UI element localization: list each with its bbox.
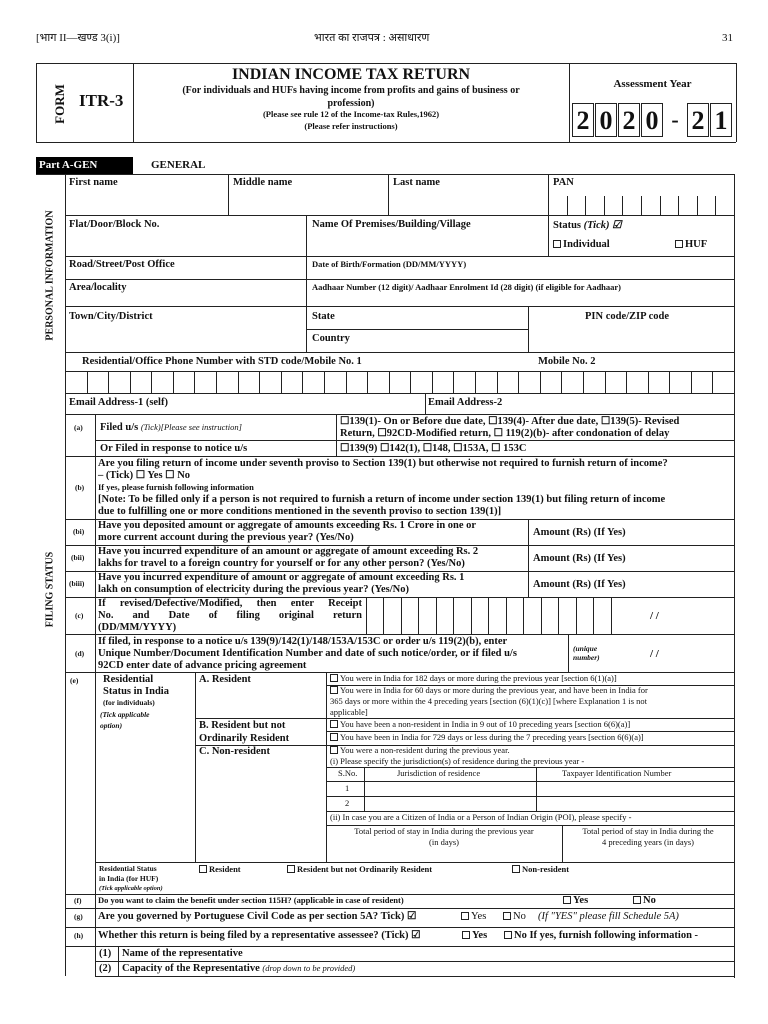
assessment-year-digit: 1 <box>710 103 732 137</box>
resident-option-1[interactable]: You were in India for 182 days or more during the previous year [section 6(1)(a)] <box>330 674 617 684</box>
page-number: 31 <box>722 32 733 44</box>
seventh-proviso-options[interactable]: – (Tick) ☐ Yes ☐ No <box>98 470 191 481</box>
notice-options[interactable]: ☐139(9) ☐142(1), ☐148, ☐153A, ☐ 153C <box>340 443 527 454</box>
checkbox-icon <box>461 912 469 920</box>
row-code-e: (e) <box>70 676 79 685</box>
input-cell-divider <box>506 597 507 634</box>
sec115h-no[interactable]: No <box>633 895 656 907</box>
row-code-bi: (bi) <box>73 527 85 536</box>
input-cell-divider <box>660 196 661 215</box>
bii-question-2: lakhs for travel to a foreign country for yourself or for any other person? (Yes/No) <box>98 558 465 569</box>
poi-instruction: (ii) In case you are a Citizen of India or a Person of Indian Origin (POI), please specify - <box>330 812 632 822</box>
country-label: Country <box>312 333 350 344</box>
stay-prev-year-2: (in days) <box>429 837 459 847</box>
input-cell-divider <box>281 371 282 393</box>
middle-name-label: Middle name <box>233 177 293 188</box>
checkbox-icon <box>330 674 338 682</box>
huf-nonresident-option[interactable]: Non-resident <box>512 865 569 875</box>
portuguese-yes[interactable]: Yes <box>461 911 486 923</box>
input-cell-divider <box>453 597 454 634</box>
stay-prev-year-1: Total period of stay in India during the previous year <box>354 826 534 836</box>
res-status-label-2: Status in India <box>103 686 169 697</box>
form-subtitle-2: profession) <box>327 98 375 109</box>
checkbox-icon[interactable] <box>504 931 512 939</box>
jurisdiction-header: Jurisdiction of residence <box>397 768 481 778</box>
res-status-label-4: (Tick applicable <box>100 710 150 719</box>
checkbox-icon <box>675 240 683 248</box>
rnor-option-1[interactable]: You have been a non-resident in India in 9 out of 10 preceding years [section 6(6)(a)] <box>330 720 630 730</box>
input-cell-divider <box>593 597 594 634</box>
pan-label: PAN <box>553 177 574 188</box>
nonresident-label: C. Non-resident <box>199 746 270 757</box>
input-cell-divider <box>475 371 476 393</box>
res-status-label-5: option) <box>100 721 123 730</box>
last-name-label: Last name <box>393 177 440 188</box>
seventh-proviso-note-2: due to fulfilling one or more conditions mentioned in the seventh proviso to section 139(1)] <box>98 506 502 517</box>
filed-us-options-2[interactable]: Return, ☐92CD-Modified return, ☐ 119(2)(b)- after condonation of delay <box>340 428 670 439</box>
sno-header: S.No. <box>338 768 358 778</box>
row-code-c: (c) <box>75 611 84 620</box>
huf-status-label-1: Residential Status <box>99 864 157 873</box>
page-header-center: भारत का राजपत्र : असाधारण <box>314 32 430 44</box>
input-cell-divider <box>648 371 649 393</box>
portuguese-code-question: Are you governed by Portuguese Civil Code as per section 5A? Tick) ☑ <box>98 911 417 922</box>
input-cell-divider <box>383 597 384 634</box>
input-cell-divider <box>302 371 303 393</box>
input-cell-divider <box>712 371 713 393</box>
jurisdiction-row-1: 1 <box>345 783 350 793</box>
portuguese-no[interactable]: No <box>503 911 526 923</box>
state-label: State <box>312 311 335 322</box>
d-question-1: If filed, in response to a notice u/s 139(9)/142(1)/148/153A/153C or order u/s 119(2)(b), enter <box>98 636 508 647</box>
input-cell-divider <box>622 196 623 215</box>
notice-label: Or Filed in response to notice u/s <box>100 443 248 454</box>
input-cell-divider <box>432 371 433 393</box>
row-code-f: (f) <box>74 896 82 905</box>
input-cell-divider <box>523 597 524 634</box>
status-label: Status (Tick) ☑ <box>553 220 622 231</box>
input-cell-divider <box>471 597 472 634</box>
mobile2-label: Mobile No. 2 <box>538 356 596 367</box>
row-code-biii: (biii) <box>69 579 85 588</box>
assessment-year-digit: 2 <box>687 103 709 137</box>
page-header-left: [भाग II—खण्ड 3(i)] <box>36 32 120 44</box>
input-cell-divider <box>691 371 692 393</box>
pin-label: PIN code/ZIP code <box>585 311 669 322</box>
form-subtitle-1: (For individuals and HUFs having income from profits and gains of business or <box>182 85 520 96</box>
rnor-option-2[interactable]: You have been in India for 729 days or less during the 7 preceding years [section 6(6)(a)] <box>330 733 644 743</box>
input-cell-divider <box>324 371 325 393</box>
input-cell-divider <box>151 371 152 393</box>
input-cell-divider <box>108 371 109 393</box>
row-code-bii: (bii) <box>71 553 85 562</box>
biii-question-1: Have you incurred expenditure of amount or aggregate of amount exceeding Rs. 1 <box>98 572 465 583</box>
assessment-year-label: Assessment Year <box>613 78 692 90</box>
resident-label: A. Resident <box>199 674 251 685</box>
row-code-b: (b) <box>75 483 85 492</box>
biii-amount-label: Amount (Rs) (If Yes) <box>533 579 626 590</box>
input-cell-divider <box>678 196 679 215</box>
checkbox-icon <box>462 931 470 939</box>
tin-header: Taxpayer Identification Number <box>562 768 672 778</box>
input-cell-divider <box>346 371 347 393</box>
input-cell-divider <box>418 597 419 634</box>
input-cell-divider <box>561 371 562 393</box>
personal-info-side-label: PERSONAL INFORMATION <box>44 210 56 341</box>
stay-4-years-1: Total period of stay in India during the <box>582 826 714 836</box>
form-subtitle-3: (Please see rule 12 of the Income-tax Rules,1962) <box>262 109 440 119</box>
assessment-year-digit: 0 <box>595 103 617 137</box>
input-cell-divider <box>611 597 612 634</box>
seventh-proviso-note-1: [Note: To be filled only if a person is not required to furnish a return of income under section 139(1) but filing return of income <box>98 494 666 505</box>
row-code-g: (g) <box>74 912 83 921</box>
seventh-proviso-question: Are you filing return of income under seventh proviso to Section 139(1) but otherwise not required to furnish return of income? <box>98 458 668 469</box>
jurisdiction-instruction: (i) Please specify the jurisdiction(s) of residence during the previous year - <box>330 756 585 766</box>
c-question-2: No. and Date of filing original return <box>98 610 362 621</box>
input-cell-divider <box>497 371 498 393</box>
huf-status-label-2: in India (for HUF) <box>99 874 159 883</box>
checkbox-icon <box>563 896 571 904</box>
checkbox-icon <box>287 865 295 873</box>
input-cell-divider <box>540 371 541 393</box>
input-cell-divider <box>173 371 174 393</box>
stay-4-years-2: 4 preceding years (in days) <box>601 837 695 847</box>
input-cell-divider <box>641 196 642 215</box>
huf-status-label-3: (Tick applicable option) <box>99 885 163 892</box>
filing-status-side-label: FILING STATUS <box>44 551 56 628</box>
c-date-field[interactable]: / / <box>650 610 659 622</box>
d-question-3: 92CD enter date of advance pricing agreement <box>98 660 307 671</box>
email2-label: Email Address-2 <box>428 397 503 408</box>
nonresident-option[interactable]: You were a non-resident during the previous year. <box>330 746 510 756</box>
input-cell-divider <box>453 371 454 393</box>
d-date-field[interactable]: / / <box>650 648 659 660</box>
assessment-year-digit: - <box>671 107 679 132</box>
input-cell-divider <box>604 196 605 215</box>
assessment-year-digit: 0 <box>641 103 663 137</box>
input-cell-divider <box>626 371 627 393</box>
jurisdiction-row-2: 2 <box>345 798 350 808</box>
input-cell-divider <box>410 371 411 393</box>
bi-question-1: Have you deposited amount or aggregate of amounts exceeding Rs. 1 Crore in one or <box>98 520 477 531</box>
input-cell-divider <box>389 371 390 393</box>
form-number: ITR-3 <box>79 91 124 110</box>
input-cell-divider <box>697 196 698 215</box>
bii-question-1: Have you incurred expenditure of an amount or aggregate of amount exceeding Rs. 2 <box>98 546 479 557</box>
c-question-3: (DD/MM/YYYY) <box>98 622 177 633</box>
filed-us-options-1[interactable]: ☐139(1)- On or Before due date, ☐139(4)- After due date, ☐139(5)- Revised <box>340 416 680 427</box>
email1-label: Email Address-1 (self) <box>69 397 168 408</box>
seventh-proviso-info: If yes, please furnish following information <box>98 482 254 492</box>
form-title: INDIAN INCOME TAX RETURN <box>231 66 471 83</box>
resident-option-2[interactable]: You were in India for 60 days or more during the previous year, and have been in India for <box>330 686 648 696</box>
input-cell-divider <box>669 371 670 393</box>
form-subtitle-4: (Please refer instructions) <box>304 121 398 131</box>
phone-label: Residential/Office Phone Number with STD code/Mobile No. 1 <box>82 356 362 367</box>
checkbox-icon <box>512 865 520 873</box>
checkbox-icon <box>633 896 641 904</box>
aadhaar-label: Aadhaar Number (12 digit)/ Aadhaar Enrolment Id (28 digit) (if eligible for Aadhaar) <box>312 282 622 292</box>
schedule-5a-note: (If "YES" please fill Schedule 5A) <box>538 911 679 922</box>
input-cell-divider <box>436 597 437 634</box>
area-label: Area/locality <box>69 282 127 293</box>
d-question-2: Unique Number/Document Identification Number and date of such notice/order, or if filed u/s <box>98 648 517 659</box>
input-cell-divider <box>518 371 519 393</box>
representative-capacity-label: Capacity of the Representative (drop down to be provided) <box>122 963 356 974</box>
res-status-label-1: Residential <box>103 674 154 685</box>
input-cell-divider <box>238 371 239 393</box>
input-cell-divider <box>715 196 716 215</box>
huf-rnor-option[interactable]: Resident but not Ordinarily Resident <box>287 865 432 875</box>
input-cell-divider <box>87 371 88 393</box>
row-code-h1: (1) <box>99 948 112 959</box>
filed-us-label: Filed u/s (Tick)[Please see instruction] <box>100 422 242 433</box>
checkbox-icon <box>199 865 207 873</box>
assessment-year-digit: 2 <box>618 103 640 137</box>
representative-no: No If yes, furnish following information - <box>504 930 698 942</box>
form-label: FORM <box>52 84 67 124</box>
input-cell-divider <box>216 371 217 393</box>
biii-question-2: lakh on consumption of electricity during the previous year? (Yes/No) <box>98 584 410 595</box>
checkbox-icon <box>330 746 338 754</box>
huf-resident-option[interactable]: Resident <box>199 865 241 875</box>
res-status-label-3: (for individuals) <box>103 698 155 707</box>
bi-question-2: more current account during the previous year? (Yes/No) <box>98 532 354 543</box>
premises-label: Name Of Premises/Building/Village <box>312 219 471 230</box>
row-code-a: (a) <box>74 423 83 432</box>
status-huf-option[interactable]: HUF <box>675 239 707 251</box>
input-cell-divider <box>585 196 586 215</box>
row-code-h2: (2) <box>99 963 112 974</box>
input-cell-divider <box>576 597 577 634</box>
input-cell-divider <box>367 371 368 393</box>
checkbox-icon <box>553 240 561 248</box>
bii-amount-label: Amount (Rs) (If Yes) <box>533 553 626 564</box>
resident-option-2-line2: 365 days or more within the 4 preceding years [section (6)(1)(c)] [where Explanation 1 is not <box>330 696 647 706</box>
resident-option-2-line3: applicable] <box>330 707 368 717</box>
row-code-h: (h) <box>74 931 84 940</box>
sec115h-yes[interactable]: Yes <box>563 895 588 907</box>
road-label: Road/Street/Post Office <box>69 259 175 270</box>
assessment-year-digit: 2 <box>572 103 594 137</box>
sec115h-question: Do you want to claim the benefit under section 115H? (applicable in case of resident) <box>98 895 404 905</box>
representative-question: Whether this return is being filed by a representative assessee? (Tick) ☑ <box>98 930 421 941</box>
part-name: GENERAL <box>151 159 206 171</box>
input-cell-divider <box>605 371 606 393</box>
part-tag: Part A-GEN <box>36 157 133 174</box>
flat-label: Flat/Door/Block No. <box>69 219 160 230</box>
bi-amount-label: Amount (Rs) (If Yes) <box>533 527 626 538</box>
first-name-label: First name <box>69 177 118 188</box>
rnor-label-1: B. Resident but not <box>199 720 286 731</box>
checkbox-icon <box>330 720 338 728</box>
input-cell-divider <box>567 196 568 215</box>
input-cell-divider <box>558 597 559 634</box>
checkbox-icon <box>503 912 511 920</box>
representative-yes[interactable]: Yes <box>462 930 487 942</box>
row-code-d: (d) <box>75 649 85 658</box>
checkbox-icon <box>330 733 338 741</box>
input-cell-divider <box>194 371 195 393</box>
rnor-label-2: Ordinarily Resident <box>199 733 290 744</box>
representative-name-label: Name of the representative <box>122 948 243 959</box>
dob-label: Date of Birth/Formation (DD/MM/YYYY) <box>312 259 467 269</box>
input-cell-divider <box>259 371 260 393</box>
input-cell-divider <box>488 597 489 634</box>
checkbox-icon <box>330 686 338 694</box>
d-unique-number: (unique number) <box>573 644 600 662</box>
status-individual-option[interactable]: Individual <box>553 239 610 251</box>
c-question-1: If revised/Defective/Modified, then enter Receipt <box>98 598 362 609</box>
input-cell-divider <box>583 371 584 393</box>
input-cell-divider <box>130 371 131 393</box>
input-cell-divider <box>401 597 402 634</box>
town-label: Town/City/District <box>69 311 153 322</box>
input-cell-divider <box>541 597 542 634</box>
